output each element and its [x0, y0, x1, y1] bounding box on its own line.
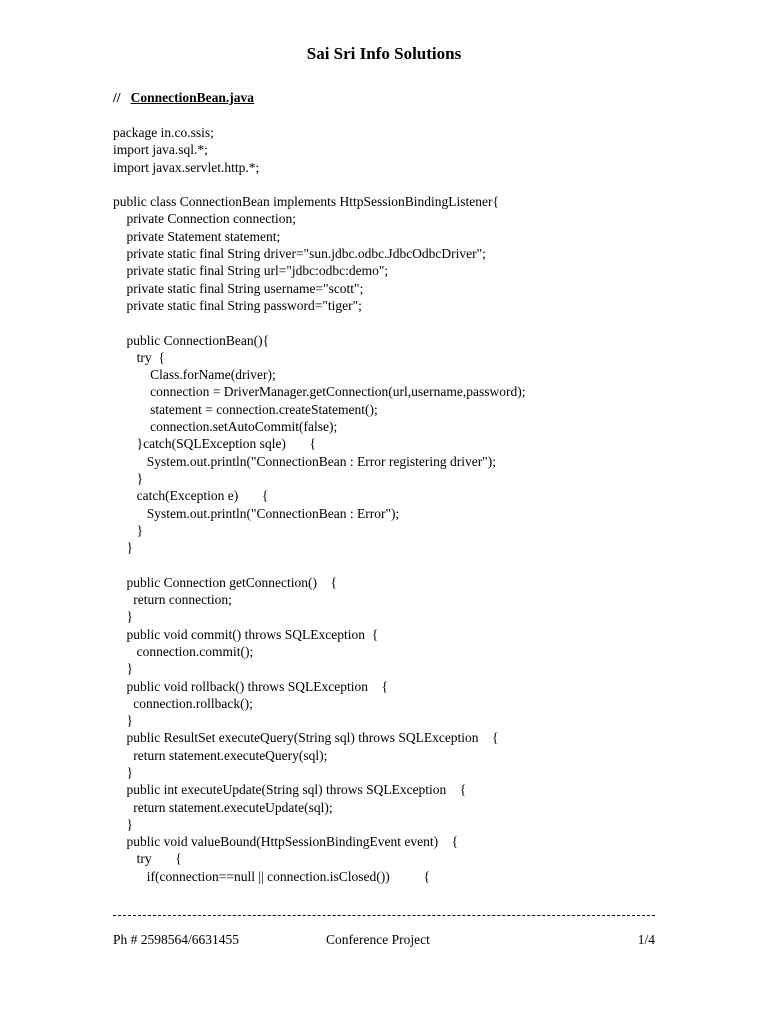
code-line: private static final String url="jdbc:odbc:demo"; — [113, 263, 389, 279]
code-line: try { — [113, 349, 165, 365]
footer-divider — [113, 915, 655, 916]
code-line: package in.co.ssis; — [113, 125, 214, 140]
code-line: } — [113, 470, 144, 486]
code-line: System.out.println("ConnectionBean : Error"); — [113, 505, 400, 521]
code-line: catch(Exception e) { — [113, 488, 269, 504]
code-line: } — [113, 540, 133, 556]
footer-phone: Ph # 2598564/6631455 — [113, 932, 240, 947]
code-line: private static final String username="scott"; — [113, 280, 364, 296]
code-line: statement = connection.createStatement(); — [113, 401, 378, 417]
code-line: } — [113, 764, 133, 780]
code-line: connection.rollback(); — [113, 695, 253, 711]
code-line: public ConnectionBean(){ — [113, 332, 270, 348]
code-line: System.out.println("ConnectionBean : Error registering driver"); — [113, 453, 496, 469]
code-line — [113, 556, 673, 573]
code-listing — [113, 124, 673, 885]
code-line: public void commit() throws SQLException { — [113, 626, 379, 642]
code-line: private Statement statement; — [113, 228, 281, 244]
code-line: }catch(SQLException sqle) { — [113, 436, 317, 452]
code-line: return connection; — [113, 592, 232, 608]
code-line: return statement.executeQuery(sql); — [113, 747, 328, 763]
code-line: connection = DriverManager.getConnection(url,username,password); — [113, 384, 526, 400]
code-line: public int executeUpdate(String sql) throws SQLException { — [113, 782, 467, 798]
code-line: } — [113, 609, 133, 625]
code-line: import javax.servlet.http.*; — [113, 159, 260, 175]
code-line — [113, 176, 673, 193]
code-line: return statement.executeUpdate(sql); — [113, 799, 333, 815]
footer-project: Conference Project — [326, 932, 430, 947]
file-name: ConnectionBean.java — [130, 90, 255, 105]
code-line: connection.commit(); — [113, 643, 254, 659]
page-title: Sai Sri Info Solutions — [306, 44, 462, 63]
code-line: } — [113, 713, 133, 729]
code-line: try { — [113, 851, 182, 867]
code-line: private static final String password="tiger"; — [113, 297, 362, 313]
code-line: public Connection getConnection() { — [113, 574, 337, 590]
code-line: if(connection==null || connection.isClosed()) { — [113, 868, 430, 884]
code-line: } — [113, 816, 133, 832]
file-heading — [113, 90, 254, 106]
footer-page-number: 1/4 — [637, 932, 655, 947]
code-line: connection.setAutoCommit(false); — [113, 419, 338, 435]
code-line: } — [113, 661, 133, 677]
code-line: } — [113, 522, 144, 538]
code-line: public void rollback() throws SQLException { — [113, 678, 388, 694]
code-line: private static final String driver="sun.jdbc.odbc.JdbcOdbcDriver"; — [113, 246, 486, 262]
code-line: Class.forName(driver); — [113, 367, 276, 383]
code-line: public class ConnectionBean implements HttpSessionBindingListener{ — [113, 194, 499, 210]
code-line: import java.sql.*; — [113, 142, 208, 158]
comment-prefix: // — [113, 90, 131, 105]
code-line: public ResultSet executeQuery(String sql) throws SQLException { — [113, 730, 499, 746]
code-line — [113, 314, 673, 331]
code-line: public void valueBound(HttpSessionBindingEvent event) { — [113, 834, 459, 850]
code-line: private Connection connection; — [113, 211, 296, 227]
